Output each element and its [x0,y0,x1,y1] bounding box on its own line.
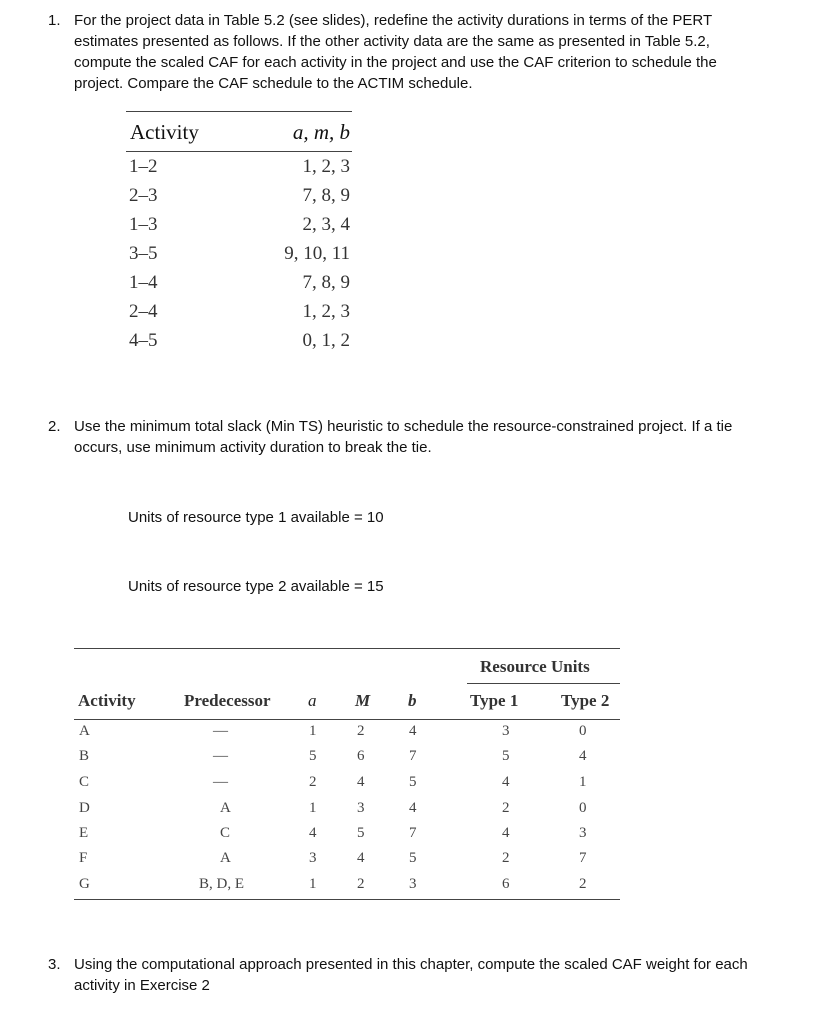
table-row [74,723,620,748]
a-cell: 2 [309,774,317,790]
activity-cell: B [79,748,90,764]
column-header-type1: Type 1 [470,691,519,710]
resource-type-2-available: Units of resource type 2 available = 15 [128,578,384,595]
question-number: 2. [48,418,61,435]
type1-cell: 4 [502,774,510,790]
activity-cell: 3–5 [129,243,158,264]
type1-cell: 2 [502,850,510,866]
activity-cell: A [79,723,90,739]
type2-cell: 0 [579,800,587,816]
amb-cell: 1, 2, 3 [302,156,350,177]
type2-cell: 1 [579,774,587,790]
table-bottom-rule [74,899,620,900]
table-row [126,301,352,331]
type2-cell: 0 [579,723,587,739]
m-cell: 4 [357,774,365,790]
amb-cell: 7, 8, 9 [302,185,350,206]
column-header-predecessor: Predecessor [184,691,271,710]
resource-units-title: Resource Units [480,657,590,676]
column-header-type2: Type 2 [561,691,610,710]
b-cell: 7 [409,825,417,841]
table-row [126,185,352,215]
b-cell: 4 [409,800,417,816]
a-cell: 3 [309,850,317,866]
type2-cell: 4 [579,748,587,764]
activity-cell: 1–2 [129,156,158,177]
m-cell: 2 [357,876,365,892]
table-top-rule [126,111,352,112]
question-number: 1. [48,12,61,29]
type1-cell: 3 [502,723,510,739]
predecessor-cell: — [213,748,228,764]
predecessor-cell: A [220,800,231,816]
predecessor-cell: A [220,850,231,866]
type1-cell: 4 [502,825,510,841]
table-row [74,825,620,850]
a-cell: 5 [309,748,317,764]
column-header-activity: Activity [130,120,199,144]
activity-cell: G [79,876,90,892]
column-header-activity: Activity [78,691,136,710]
m-cell: 2 [357,723,365,739]
table-header-rule [74,719,620,720]
table-row [74,800,620,825]
predecessor-cell: — [213,774,228,790]
type1-cell: 6 [502,876,510,892]
amb-cell: 1, 2, 3 [302,301,350,322]
question-number: 3. [48,956,61,973]
amb-cell: 2, 3, 4 [302,214,350,235]
predecessor-cell: B, D, E [199,876,244,892]
table-row [126,272,352,302]
activity-cell: E [79,825,89,841]
b-cell: 5 [409,850,417,866]
table-row [74,876,620,901]
predecessor-cell: — [213,723,228,739]
question-text: Using the computational approach presented in this chapter, compute the scaled CAF weight for each activity in Exercise 2 [74,956,748,994]
table-row [126,156,352,186]
b-cell: 3 [409,876,417,892]
amb-cell: 9, 10, 11 [284,243,350,264]
table-row [74,850,620,875]
a-cell: 1 [309,723,317,739]
m-cell: 3 [357,800,365,816]
amb-cell: 7, 8, 9 [302,272,350,293]
question-text: Use the minimum total slack (Min TS) heuristic to schedule the resource-constrained project. If a tie occurs, use minimum activity duration to break the tie. [74,418,733,456]
type2-cell: 3 [579,825,587,841]
activity-cell: D [79,800,90,816]
question-text: For the project data in Table 5.2 (see slides), redefine the activity durations in terms of the PERT estimates presented as follows. If the other activity data are the same as presented in Table 5.2, compute the scaled CAF for each activity in the project and use the CAF criterion to schedule the project. Compare the CAF schedule to the ACTIM schedule. [74,12,717,92]
activity-cell: 4–5 [129,330,158,351]
activity-cell: 2–4 [129,301,158,322]
activity-cell: 1–3 [129,214,158,235]
column-header-amb: a, m, b [292,120,350,144]
table-row [74,748,620,773]
table-top-rule [74,648,620,649]
a-cell: 1 [309,800,317,816]
table-row [126,243,352,273]
m-cell: 4 [357,850,365,866]
activity-cell: F [79,850,88,866]
m-cell: 6 [357,748,365,764]
column-header-b: b [408,691,417,710]
table-row [74,774,620,799]
resource-table [74,648,620,902]
activity-cell: 1–4 [129,272,158,293]
a-cell: 1 [309,876,317,892]
type1-cell: 2 [502,800,510,816]
b-cell: 5 [409,774,417,790]
table-header-rule [126,151,352,152]
b-cell: 7 [409,748,417,764]
column-header-m: M [355,691,371,710]
type2-cell: 2 [579,876,587,892]
table-row [126,214,352,244]
amb-cell: 0, 1, 2 [302,330,350,351]
predecessor-cell: C [220,825,231,841]
activity-cell: C [79,774,90,790]
column-header-a: a [308,691,317,710]
resource-type-1-available: Units of resource type 1 available = 10 [128,509,384,526]
m-cell: 5 [357,825,365,841]
resource-units-rule [467,683,620,684]
a-cell: 4 [309,825,317,841]
type1-cell: 5 [502,748,510,764]
b-cell: 4 [409,723,417,739]
table-row [126,330,352,360]
type2-cell: 7 [579,850,587,866]
activity-cell: 2–3 [129,185,158,206]
